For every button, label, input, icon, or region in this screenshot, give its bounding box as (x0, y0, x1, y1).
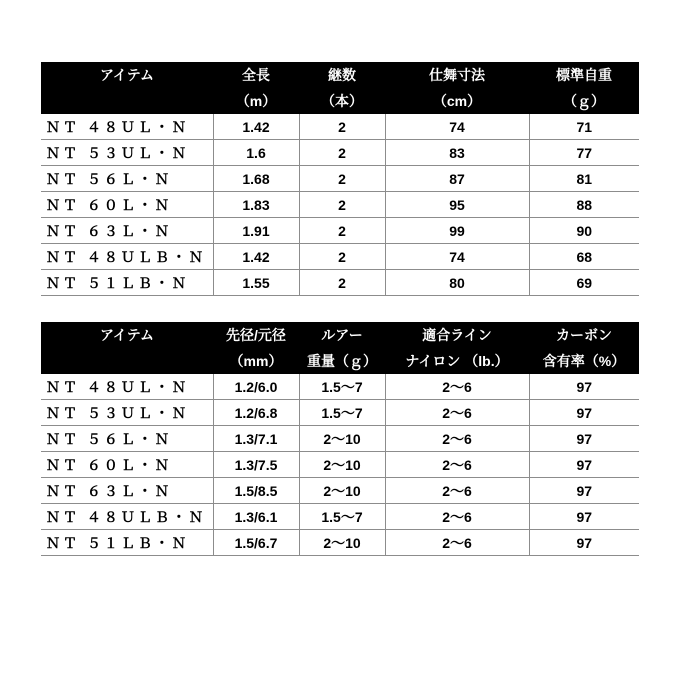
cell-value: 2～10 (299, 530, 385, 556)
cell-value: 1.3/7.5 (213, 452, 299, 478)
cell-value: 1.5～7 (299, 374, 385, 400)
cell-value: 69 (529, 270, 639, 296)
cell-value: 2 (299, 244, 385, 270)
cell-value: 1.5～7 (299, 504, 385, 530)
cell-value: 83 (385, 140, 529, 166)
header-lure-weight: ルアー 重量（ｇ） (299, 322, 385, 374)
cell-item: ＮＴ ４８ＵＬＢ・Ｎ (41, 244, 213, 270)
cell-item: ＮＴ ５３ＵＬ・Ｎ (41, 140, 213, 166)
table-row (41, 478, 639, 504)
cell-value: 2 (299, 218, 385, 244)
cell-value: 95 (385, 192, 529, 218)
cell-value: 2～6 (385, 504, 529, 530)
cell-value: 1.3/7.1 (213, 426, 299, 452)
cell-value: 97 (529, 504, 639, 530)
cell-value: 2 (299, 140, 385, 166)
table-row (41, 114, 639, 140)
table-row (41, 530, 639, 556)
cell-value: 71 (529, 114, 639, 140)
cell-value: 97 (529, 530, 639, 556)
header-closed-length: 仕舞寸法 （cm） (385, 62, 529, 114)
table-row (41, 504, 639, 530)
cell-item: ＮＴ ５６Ｌ・Ｎ (41, 426, 213, 452)
cell-value: 1.42 (213, 244, 299, 270)
cell-value: 2～10 (299, 452, 385, 478)
cell-value: 1.55 (213, 270, 299, 296)
cell-item: ＮＴ ５１ＬＢ・Ｎ (41, 270, 213, 296)
cell-value: 97 (529, 426, 639, 452)
table-header (41, 62, 639, 114)
cell-value: 1.42 (213, 114, 299, 140)
header-total-length: 全長 （m） (213, 62, 299, 114)
cell-value: 2～6 (385, 426, 529, 452)
cell-value: 2 (299, 166, 385, 192)
header-carbon-content: カーボン 含有率（%） (529, 322, 639, 374)
spec-table-dimensions (41, 62, 639, 296)
cell-value: 81 (529, 166, 639, 192)
cell-value: 2～6 (385, 400, 529, 426)
cell-value: 2～6 (385, 374, 529, 400)
cell-value: 2 (299, 114, 385, 140)
table-body (41, 114, 639, 296)
cell-value: 1.5/8.5 (213, 478, 299, 504)
cell-value: 97 (529, 478, 639, 504)
table-row (41, 140, 639, 166)
cell-value: 2～6 (385, 478, 529, 504)
cell-item: ＮＴ ６３Ｌ・Ｎ (41, 478, 213, 504)
header-tip-butt-diameter: 先径/元径 （mm） (213, 322, 299, 374)
cell-value: 1.5～7 (299, 400, 385, 426)
cell-value: 2～6 (385, 530, 529, 556)
header-weight: 標準自重 （ｇ） (529, 62, 639, 114)
cell-item: ＮＴ ４８ＵＬ・Ｎ (41, 374, 213, 400)
cell-value: 87 (385, 166, 529, 192)
cell-item: ＮＴ ６０Ｌ・Ｎ (41, 192, 213, 218)
cell-value: 97 (529, 452, 639, 478)
cell-value: 90 (529, 218, 639, 244)
cell-item: ＮＴ ４８ＵＬＢ・Ｎ (41, 504, 213, 530)
cell-value: 1.2/6.0 (213, 374, 299, 400)
cell-value: 1.2/6.8 (213, 400, 299, 426)
cell-item: ＮＴ ６０Ｌ・Ｎ (41, 452, 213, 478)
cell-value: 1.5/6.7 (213, 530, 299, 556)
cell-value: 2～10 (299, 426, 385, 452)
table-row (41, 400, 639, 426)
table-body (41, 374, 639, 556)
cell-value: 97 (529, 374, 639, 400)
table-row (41, 244, 639, 270)
cell-value: 1.68 (213, 166, 299, 192)
table-row (41, 426, 639, 452)
header-item: アイテム (41, 322, 213, 374)
table-row (41, 166, 639, 192)
cell-item: ＮＴ ４８ＵＬ・Ｎ (41, 114, 213, 140)
cell-item: ＮＴ ５１ＬＢ・Ｎ (41, 530, 213, 556)
cell-value: 2 (299, 192, 385, 218)
table-row (41, 270, 639, 296)
cell-value: 77 (529, 140, 639, 166)
cell-item: ＮＴ ５３ＵＬ・Ｎ (41, 400, 213, 426)
cell-value: 2～6 (385, 452, 529, 478)
cell-value: 1.3/6.1 (213, 504, 299, 530)
cell-value: 68 (529, 244, 639, 270)
table-row (41, 452, 639, 478)
cell-value: 80 (385, 270, 529, 296)
cell-item: ＮＴ ５６Ｌ・Ｎ (41, 166, 213, 192)
header-line: 適合ライン ナイロン （lb.） (385, 322, 529, 374)
header-item: アイテム (41, 62, 213, 114)
cell-value: 1.6 (213, 140, 299, 166)
cell-value: 74 (385, 114, 529, 140)
cell-value: 1.91 (213, 218, 299, 244)
cell-value: 2～10 (299, 478, 385, 504)
cell-value: 88 (529, 192, 639, 218)
cell-value: 1.83 (213, 192, 299, 218)
table-row (41, 374, 639, 400)
cell-value: 74 (385, 244, 529, 270)
cell-value: 2 (299, 270, 385, 296)
table-row (41, 218, 639, 244)
cell-value: 99 (385, 218, 529, 244)
spec-table-performance (41, 322, 639, 556)
table-row (41, 192, 639, 218)
header-pieces: 継数 （本） (299, 62, 385, 114)
table-header (41, 322, 639, 374)
cell-item: ＮＴ ６３Ｌ・Ｎ (41, 218, 213, 244)
cell-value: 97 (529, 400, 639, 426)
